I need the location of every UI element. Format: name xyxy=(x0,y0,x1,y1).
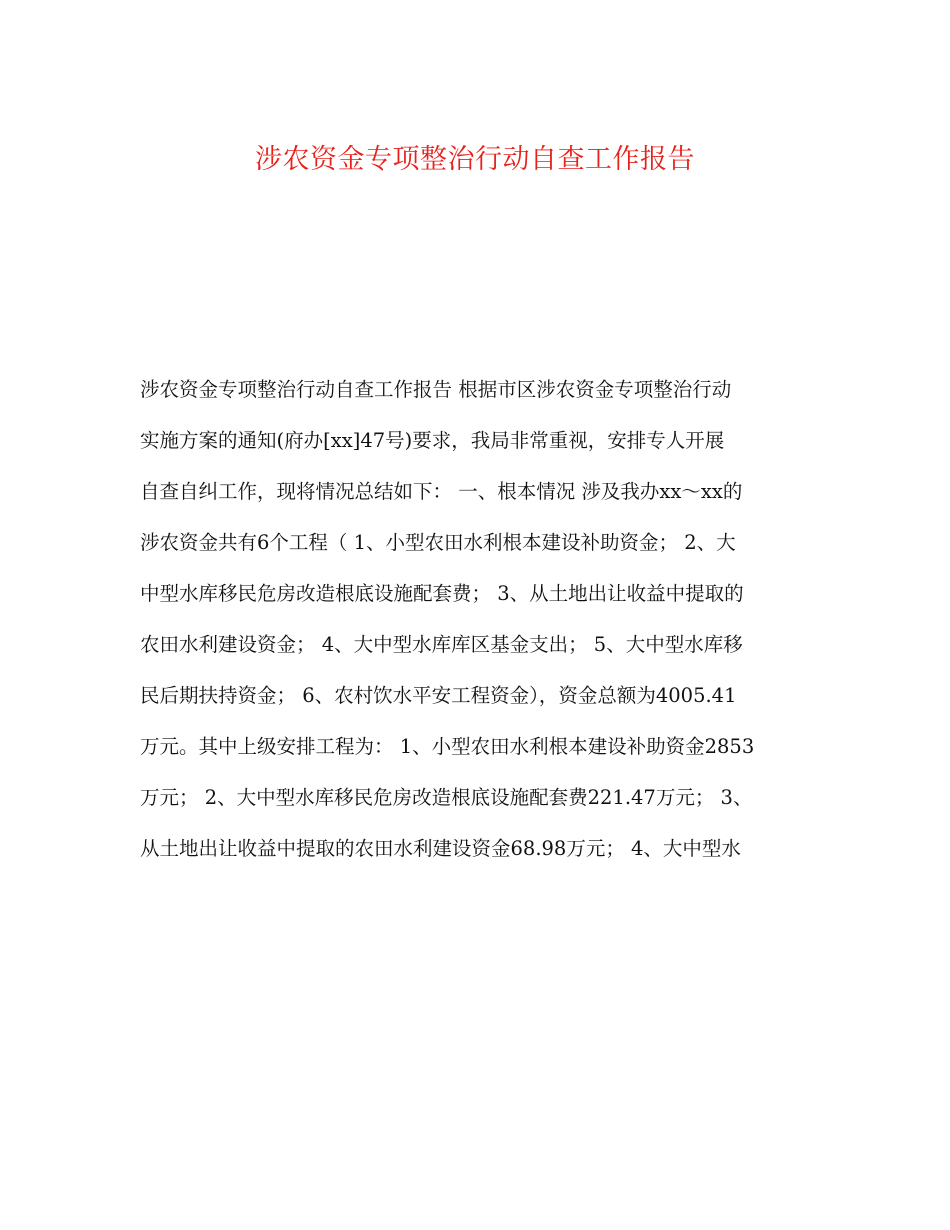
body-line: 万元。其中上级安排工程为： 1、小型农田水利根本建设补助资金2853 xyxy=(140,735,755,758)
body-line: 涉农资金专项整治行动自查工作报告 根据市区涉农资金专项整治行动 xyxy=(140,378,732,401)
document-title: 涉农资金专项整治行动自查工作报告 xyxy=(255,144,695,175)
body-line: 自查自纠工作，现将情况总结如下： 一、根本情况 涉及我办xx～xx的 xyxy=(140,480,743,503)
body-line: 中型水库移民危房改造根底设施配套费； 3、从土地出让收益中提取的 xyxy=(140,582,744,605)
body-line: 从土地出让收益中提取的农田水利建设资金68.98万元； 4、大中型水 xyxy=(140,837,741,860)
body-line: 实施方案的通知(府办[xx]47号)要求，我局非常重视，安排专人开展 xyxy=(140,429,725,452)
document-body xyxy=(140,368,820,878)
body-line: 农田水利建设资金； 4、大中型水库库区基金支出； 5、大中型水库移 xyxy=(140,633,743,656)
body-line: 民后期扶持资金； 6、农村饮水平安工程资金），资金总额为4005.41 xyxy=(140,684,737,707)
body-line: 涉农资金共有6个工程（ 1、小型农田水利根本建设补助资金； 2、大 xyxy=(140,531,736,554)
body-line: 万元； 2、大中型水库移民危房改造根底设施配套费221.47万元； 3、 xyxy=(140,786,753,809)
